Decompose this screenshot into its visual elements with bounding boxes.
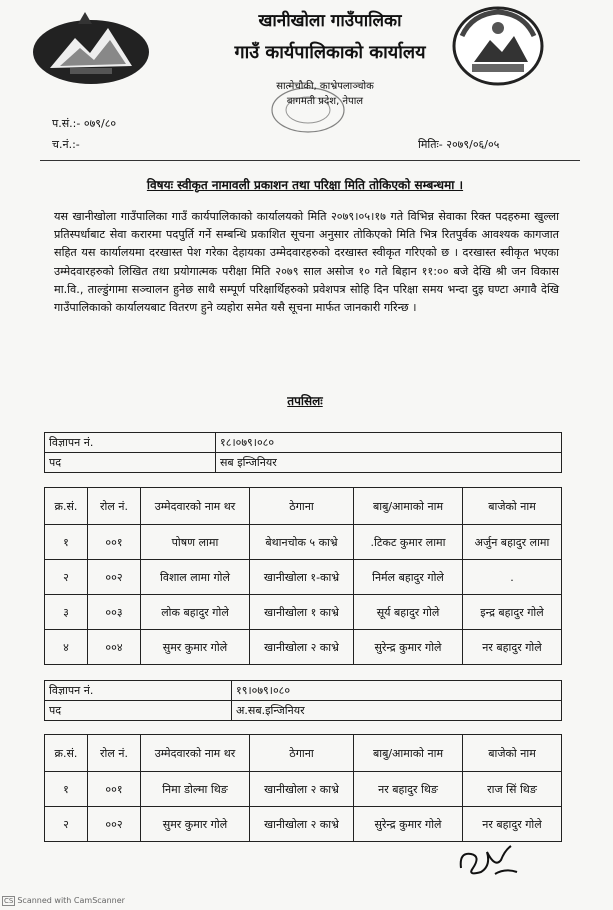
col-address: ठेगाना [250, 735, 354, 772]
post2-candidates-table [44, 734, 562, 842]
post1-candidates-table [44, 487, 562, 665]
cell-grandfather-name: नर बहादुर गोले [463, 807, 562, 842]
post2-info-table [44, 680, 562, 721]
cell-candidate-name: निमा डोल्मा थिङ [141, 772, 250, 807]
cell-serial: १ [45, 772, 88, 807]
cell-candidate-name: विशाल लामा गोले [141, 560, 250, 595]
cell-address: खानीखोला १ काभ्रे [250, 595, 354, 630]
reference-number: प.सं.:- ०७९/८० [52, 117, 117, 130]
post-label: पद [45, 453, 216, 473]
cell-parent-name: सुरेन्द्र कुमार गोले [354, 807, 463, 842]
table-row [45, 453, 562, 473]
office-address: सात्मेचौकी, काभ्रेपलाञ्चोक [276, 81, 374, 92]
cell-roll: ००१ [88, 525, 141, 560]
col-candidate-name: उम्मेदवारको नाम थर [141, 735, 250, 772]
cell-address: खानीखोला १-काभ्रे [250, 560, 354, 595]
col-grandfather-name: बाजेको नाम [463, 488, 562, 525]
cell-address: खानीखोला २ काभ्रे [250, 630, 354, 665]
cell-parent-name: नर बहादुर थिङ [354, 772, 463, 807]
cell-roll: ००४ [88, 630, 141, 665]
col-parent-name: बाबु/आमाको नाम [354, 488, 463, 525]
nepal-emblem-logo [30, 8, 152, 86]
advert-number: १८।०७९।०८० [216, 433, 562, 453]
details-heading: तपसिलः [287, 394, 323, 408]
cell-grandfather-name: . [463, 560, 562, 595]
table-row [45, 525, 562, 560]
col-serial: क्र.सं. [45, 735, 88, 772]
cell-serial: २ [45, 560, 88, 595]
municipality-name: खानीखोला गाउँपालिका [258, 11, 402, 31]
cell-candidate-name: सुमर कुमार गोले [141, 630, 250, 665]
post-name: सब इन्जिनियर [216, 453, 562, 473]
cell-serial: १ [45, 525, 88, 560]
cell-roll: ००२ [88, 807, 141, 842]
col-parent-name: बाबु/आमाको नाम [354, 735, 463, 772]
advert-label: विज्ञापन नं. [45, 433, 216, 453]
cell-candidate-name: पोषण लामा [141, 525, 250, 560]
table-row [45, 433, 562, 453]
subject-line: विषयः स्वीकृत नामावली प्रकाशन तथा परिक्षा मिति तोकिएको सम्बन्धमा । [146, 178, 464, 192]
table-row [45, 630, 562, 665]
cell-serial: ४ [45, 630, 88, 665]
table-row [45, 681, 562, 701]
cell-roll: ००३ [88, 595, 141, 630]
table-row [45, 772, 562, 807]
col-serial: क्र.सं. [45, 488, 88, 525]
table-row [45, 807, 562, 842]
col-roll: रोल नं. [88, 735, 141, 772]
col-candidate-name: उम्मेदवारको नाम थर [141, 488, 250, 525]
cell-grandfather-name: राज सिं थिङ [463, 772, 562, 807]
cell-candidate-name: सुमर कुमार गोले [141, 807, 250, 842]
cell-serial: २ [45, 807, 88, 842]
cell-parent-name: सूर्य बहादुर गोले [354, 595, 463, 630]
cell-address: बेथानचोक ५ काभ्रे [250, 525, 354, 560]
cell-roll: ००१ [88, 772, 141, 807]
col-roll: रोल नं. [88, 488, 141, 525]
table-row [45, 701, 562, 721]
post-name: अ.सब.इन्जिनियर [232, 701, 562, 721]
office-name: गाउँ कार्यपालिकाको कार्यालय [234, 42, 426, 63]
document-date: मितिः- २०७९/०६/०५ [418, 138, 500, 151]
table-header-row [45, 488, 562, 525]
cell-parent-name: .टिकट कुमार लामा [354, 525, 463, 560]
cell-candidate-name: लोक बहादुर गोले [141, 595, 250, 630]
table-row [45, 560, 562, 595]
header-divider [40, 160, 580, 161]
camscanner-badge: CS [4, 897, 14, 905]
scanner-watermark [2, 896, 125, 906]
office-stamp [268, 85, 348, 135]
table-row [45, 595, 562, 630]
post-label: पद [45, 701, 232, 721]
office-province: बागमती प्रदेश, नेपाल [286, 96, 364, 107]
cell-address: खानीखोला २ काभ्रे [250, 772, 354, 807]
cell-parent-name: निर्मल बहादुर गोले [354, 560, 463, 595]
col-address: ठेगाना [250, 488, 354, 525]
advert-number: १९।०७९।०८० [232, 681, 562, 701]
camscanner-text: Scanned with CamScanner [17, 896, 125, 905]
table-header-row [45, 735, 562, 772]
advert-label: विज्ञापन नं. [45, 681, 232, 701]
post1-info-table [44, 432, 562, 473]
notice-body: यस खानीखोला गाउँपालिका गाउँ कार्यपालिकाको कार्यालयको मिति २०७९।०५।१७ गते विभिन्न सेवाका रिक्त पदहरुमा खुल्ला प्रतिस्पर्धाबाट सेवा करारमा पदपुर्ति गर्ने सम्बन्धि प्रकाशित सूचना अनुसार तोकिएको मिति भित्र रितपुर्वक आवश्यक कागजात सहित यस कार्यालयमा दरखास्त पेश गरेका देहायका उम्मेदवारहरुको दरखास्त स्वीकृत गरिएको छ । दरखास्त स्वीकृत भएका उम्मेदवारहरुको लिखित तथा प्रयोगात्मक परीक्षा मिति २०७९ साल असोज १० गते बिहान ११:०० बजे देखि श्री जन विकास मा.वि., ताल्डुंगामा सञ्चालन हुनेछ साथै सम्पूर्ण परिक्षार्थिहरुको प्रवेशपत्र सोहि दिन परिक्षा समय भन्दा दुइ घण्टा अगावै देखि गाउँपालिकाको कार्यालयबाट वितरण हुने व्यहोरा समेत यसै सूचना मार्फत जानकारी गरिन्छ । [54, 210, 559, 315]
cell-parent-name: सुरेन्द्र कुमार गोले [354, 630, 463, 665]
cell-grandfather-name: अर्जुन बहादुर लामा [463, 525, 562, 560]
signature [455, 838, 525, 886]
col-grandfather-name: बाजेको नाम [463, 735, 562, 772]
cell-address: खानीखोला २ काभ्रे [250, 807, 354, 842]
dispatch-number: च.नं.:- [52, 138, 80, 151]
cell-grandfather-name: इन्द्र बहादुर गोले [463, 595, 562, 630]
cell-roll: ००२ [88, 560, 141, 595]
cell-grandfather-name: नर बहादुर गोले [463, 630, 562, 665]
cell-serial: ३ [45, 595, 88, 630]
